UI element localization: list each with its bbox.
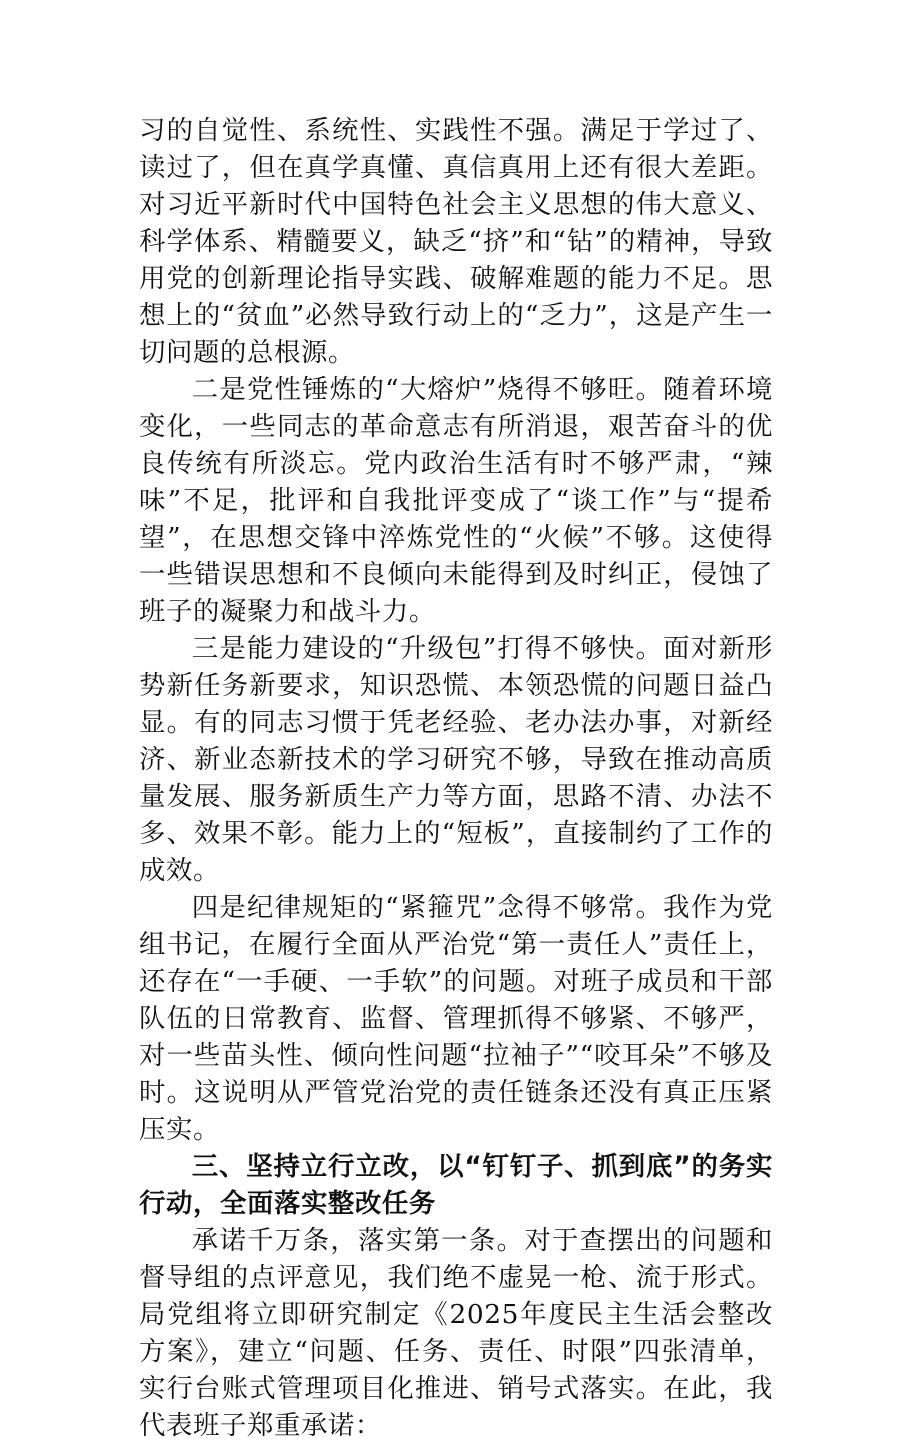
paragraph-3: 三是能力建设的“升级包”打得不够快。面对新形势新任务新要求，知识恐慌、本领恐慌的问题日益凸显。有的同志习惯于凭老经验、老办法办事，对新经济、新业态新技术的学习研究不够，导致在推动高质量发展、服务新质生产力等方面，思路不清、办法不多、效果不彰。能力上的“短板”，直接制约了工作的成效。 (139, 633, 773, 886)
document-body (139, 112, 773, 1444)
paragraph-5: 承诺千万条，落实第一条。对于查摆出的问题和督导组的点评意见，我们绝不虚晃一枪、流于形式。局党组将立即研究制定《2025年度民主生活会整改方案》，建立“问题、任务、责任、时限”四张清单，实行台账式管理项目化推进、销号式落实。在此，我代表班子郑重承诺： (139, 1225, 773, 1441)
paragraph-1: 习的自觉性、系统性、实践性不强。满足于学过了、读过了，但在真学真懂、真信真用上还有很大差距。对习近平新时代中国特色社会主义思想的伟大意义、科学体系、精髓要义，缺乏“挤”和“钻”的精神，导致用党的创新理论指导实践、破解难题的能力不足。思想上的“贫血”必然导致行动上的“乏力”，这是产生一切问题的总根源。 (139, 115, 773, 368)
section-heading: 三、坚持立行立改，以“钉钉子、抓到底”的务实行动，全面落实整改任务 (139, 1151, 773, 1219)
paragraph-2: 二是党性锤炼的“大熔炉”烧得不够旺。随着环境变化，一些同志的革命意志有所消退，艰苦奋斗的优良传统有所淡忘。党内政治生活有时不够严肃，“辣味”不足，批评和自我批评变成了“谈工作”与“提希望”，在思想交锋中淬炼党性的“火候”不够。这使得一些错误思想和不良倾向未能得到及时纠正，侵蚀了班子的凝聚力和战斗力。 (139, 374, 773, 627)
paragraph-4: 四是纪律规矩的“紧箍咒”念得不够常。我作为党组书记，在履行全面从严治党“第一责任人”责任上，还存在“一手硬、一手软”的问题。对班子成员和干部队伍的日常教育、监督、管理抓得不够紧、不够严，对一些苗头性、倾向性问题“拉袖子”“咬耳朵”不够及时。这说明从严管党治党的责任链条还没有真正压紧压实。 (139, 892, 773, 1145)
